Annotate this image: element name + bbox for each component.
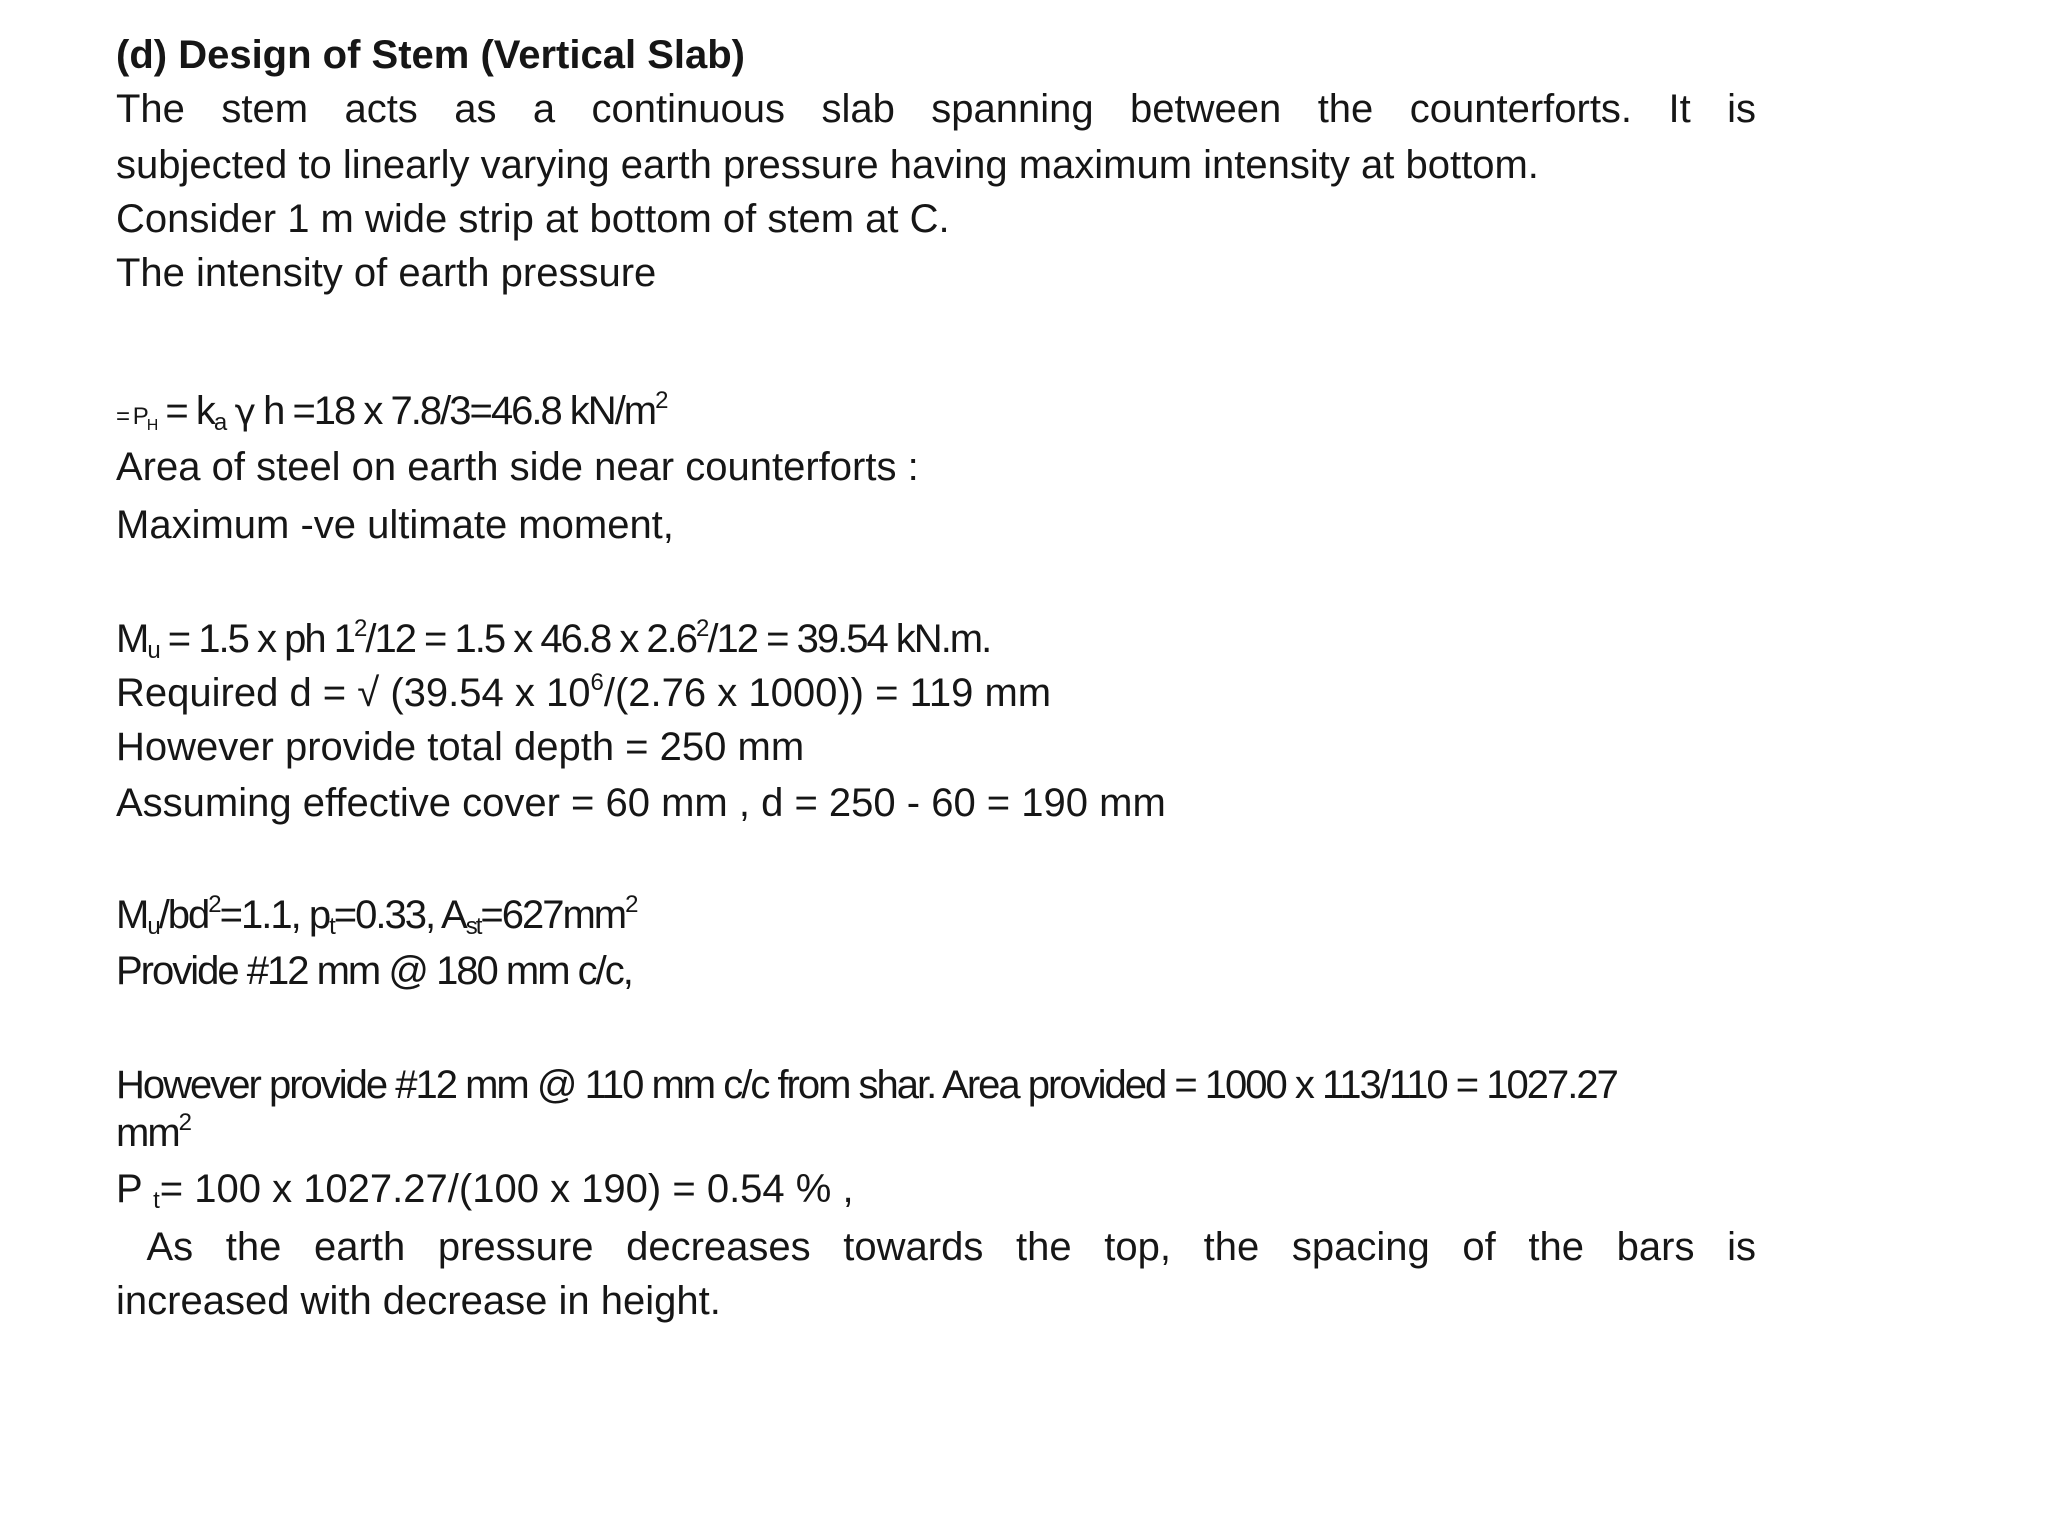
eq-subscript: u <box>147 913 159 940</box>
eq-text: M <box>116 893 148 937</box>
percentage-equation <box>116 1164 854 1214</box>
paragraph-line: Provide #12 mm @ 180 mm c/c, <box>116 949 632 993</box>
moment-equation <box>116 614 990 664</box>
eq-text: =0.33, A <box>333 893 466 937</box>
paragraph-line: subjected to linearly varying earth pressure having maximum intensity at bottom. <box>116 143 1539 187</box>
paragraph-line: The stem acts as a continuous slab spanning between the counterforts. It is <box>116 87 1756 131</box>
eq-text: h =18 x 7.8/3=46.8 kN/m <box>253 389 656 433</box>
eq-superscript: 2 <box>178 1109 190 1136</box>
pressure-equation <box>116 386 667 442</box>
eq-subscript: t <box>329 913 334 940</box>
eq-text: = 100 x 1027.27/(100 x 190) = 0.54 % , <box>159 1167 854 1211</box>
ratio-equation <box>116 890 636 940</box>
eq-text: =627mm <box>480 893 626 937</box>
eq-text: /(2.76 x 1000)) = 119 mm <box>603 671 1052 715</box>
eq-superscript: 2 <box>696 615 708 642</box>
eq-text: Required d = √ (39.54 x 10 <box>116 671 591 715</box>
eq-subscript: st <box>465 913 481 940</box>
paragraph-line: increased with decrease in height. <box>116 1279 721 1323</box>
eq-subscript: u <box>147 637 159 664</box>
paragraph-line: As the earth pressure decreases towards the top, the spacing of the bars is <box>116 1225 1756 1269</box>
eq-text: M <box>116 617 148 661</box>
eq-text: = 1.5 x ph 1 <box>158 617 354 661</box>
eq-text: /12 = 39.54 kN.m. <box>707 617 991 661</box>
eq-prefix: = <box>116 403 133 430</box>
paragraph-line: However provide total depth = 250 mm <box>116 725 805 769</box>
eq-superscript: 6 <box>590 669 604 696</box>
eq-text: mm <box>116 1111 179 1155</box>
eq-gamma: γ <box>225 392 254 433</box>
eq-subscript: a <box>213 409 226 436</box>
paragraph-line: Area of steel on earth side near counterforts : <box>116 445 919 489</box>
eq-symbol: P <box>132 403 147 430</box>
paragraph-line: Consider 1 m wide strip at bottom of stem at C. <box>116 197 950 241</box>
eq-text: = k <box>156 389 214 433</box>
required-depth-equation <box>116 668 1051 718</box>
eq-text: /bd <box>158 893 209 937</box>
eq-subscript: t <box>153 1187 160 1214</box>
eq-superscript: 2 <box>625 891 637 918</box>
eq-superscript: 2 <box>655 387 667 414</box>
paragraph-line: Assuming effective cover = 60 mm , d = 250 - 60 = 190 mm <box>116 781 1166 825</box>
eq-subscript: H <box>146 417 157 434</box>
eq-superscript: 2 <box>353 615 366 642</box>
eq-superscript: 2 <box>208 891 220 918</box>
paragraph-line: Maximum -ve ultimate moment, <box>116 503 674 547</box>
section-heading: (d) Design of Stem (Vertical Slab) <box>116 33 746 77</box>
eq-text: P <box>116 1167 154 1211</box>
eq-text: /12 = 1.5 x 46.8 x 2.6 <box>365 617 697 661</box>
paragraph-line <box>116 1108 190 1158</box>
paragraph-line: However provide #12 mm @ 110 mm c/c from shar. Area provided = 1000 x 113/110 = 1027.27 <box>116 1063 1617 1107</box>
eq-text: =1.1, p <box>219 893 330 937</box>
paragraph-line: The intensity of earth pressure <box>116 251 657 295</box>
